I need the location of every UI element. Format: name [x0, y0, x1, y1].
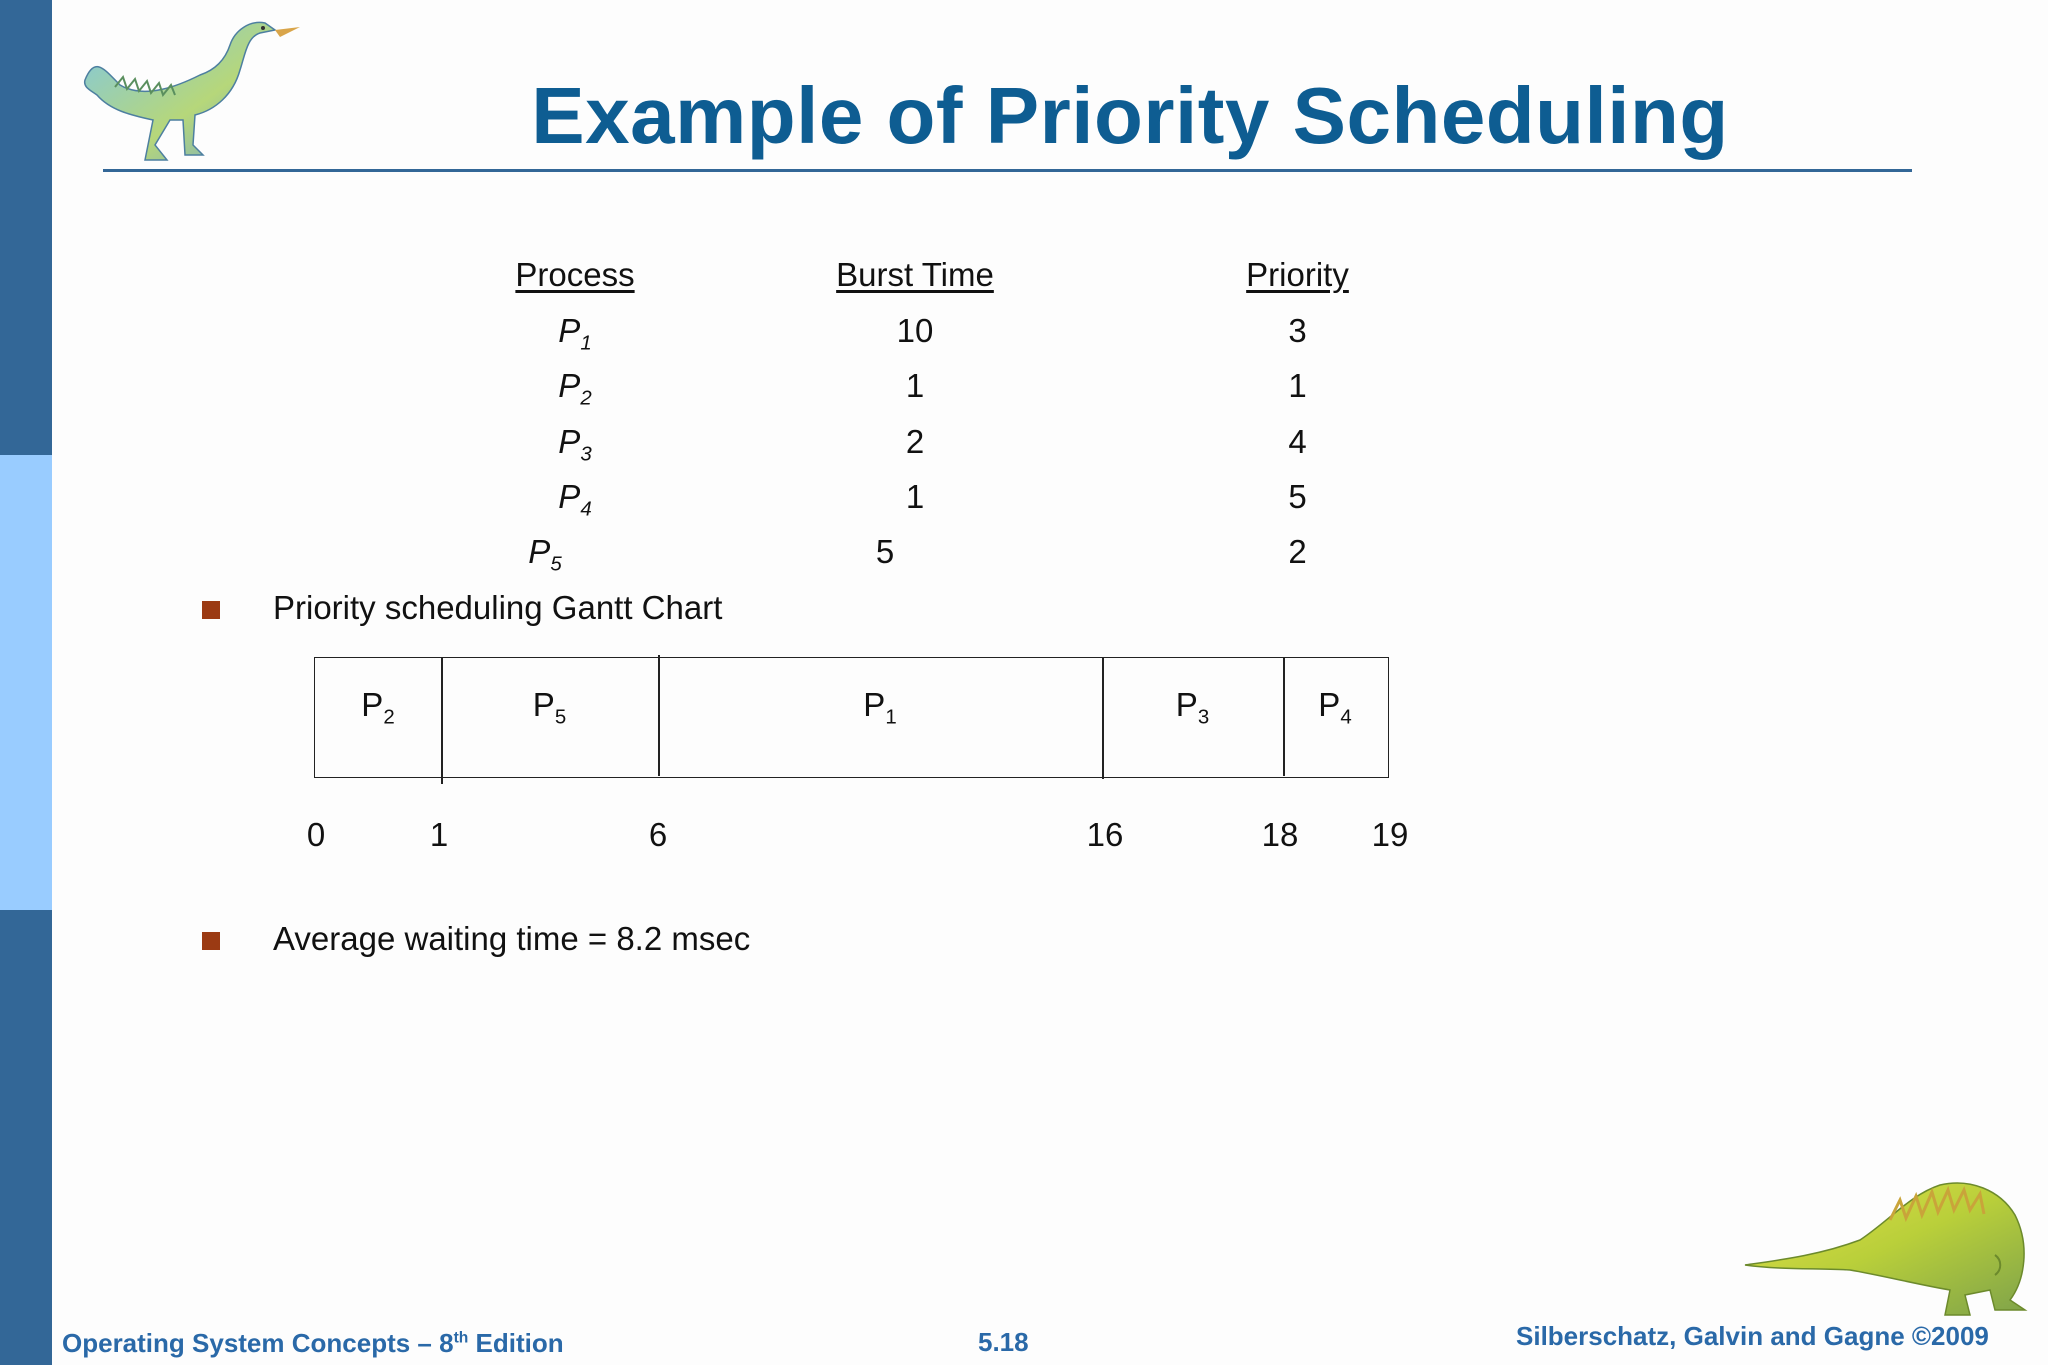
gantt-cell-p4 — [1283, 658, 1387, 776]
priority-cell: 1 — [1288, 367, 1307, 404]
gantt-divider — [441, 658, 443, 784]
gantt-tick: 6 — [648, 816, 668, 853]
gantt-divider — [658, 655, 660, 776]
gantt-label: $P_2$ — [361, 686, 395, 729]
sidebar-stripe — [0, 0, 52, 1365]
process-cell: $P_1$ — [558, 312, 592, 355]
gantt-label: $P_5$ — [532, 686, 567, 729]
sidebar-top-block — [0, 0, 52, 455]
priority-cell: 2 — [1288, 533, 1307, 570]
burst-cell: 5 — [875, 533, 895, 570]
gantt-label: $P_4$ — [1318, 686, 1352, 729]
priority-cell: 4 — [1288, 423, 1307, 460]
sidebar-middle-block — [0, 455, 52, 910]
slide-title: Example of Priority Scheduling — [531, 71, 1729, 160]
burst-cell: 1 — [905, 367, 925, 404]
burst-cell: 10 — [896, 312, 934, 349]
gantt-divider — [1283, 658, 1285, 776]
gantt-tick: 19 — [1371, 816, 1409, 853]
gantt-cell-p2 — [315, 658, 441, 776]
gantt-tick: 16 — [1086, 816, 1124, 853]
bullet-marker — [202, 601, 220, 619]
burst-cell: 1 — [905, 478, 925, 515]
bullet-marker — [202, 932, 220, 950]
process-cell: $P_2$ — [558, 367, 592, 410]
gantt-cell-p5 — [441, 658, 658, 776]
priority-cell: 3 — [1288, 312, 1307, 349]
gantt-tick: 18 — [1261, 816, 1299, 853]
footer-book-title: Operating System Concepts – 8th Edition — [62, 1328, 564, 1358]
gantt-label: $P_3$ — [1175, 686, 1210, 729]
header-process: Process — [515, 256, 635, 293]
gantt-cell-p1 — [658, 658, 1102, 776]
gantt-cell-p3 — [1102, 658, 1283, 776]
sidebar-bottom-block — [0, 910, 52, 1365]
header-priority: Priority — [1246, 256, 1349, 293]
gantt-chart — [314, 657, 1389, 778]
gantt-tick: 1 — [429, 816, 449, 853]
priority-cell: 5 — [1288, 478, 1307, 515]
footer-page-number: 5.18 — [978, 1327, 1029, 1357]
header-burst-time: Burst Time — [836, 256, 994, 293]
gantt-label: $P_1$ — [863, 686, 897, 729]
bullet-average-waiting: Average waiting time = 8.2 msec — [273, 920, 751, 957]
dinosaur-logo-bottom — [1740, 1160, 2040, 1325]
gantt-divider — [1102, 658, 1104, 779]
process-cell: $P_3$ — [558, 423, 592, 466]
dinosaur-logo-top — [75, 15, 315, 170]
bullet-gantt-heading: Priority scheduling Gantt Chart — [273, 589, 723, 626]
process-cell: $P_4$ — [558, 478, 592, 521]
footer-authors: Silberschatz, Galvin and Gagne ©2009 — [1516, 1321, 1989, 1351]
gantt-tick: 0 — [306, 816, 326, 853]
process-cell: $P_5$ — [528, 533, 562, 576]
title-underline — [103, 169, 1912, 172]
burst-cell: 2 — [905, 423, 925, 460]
